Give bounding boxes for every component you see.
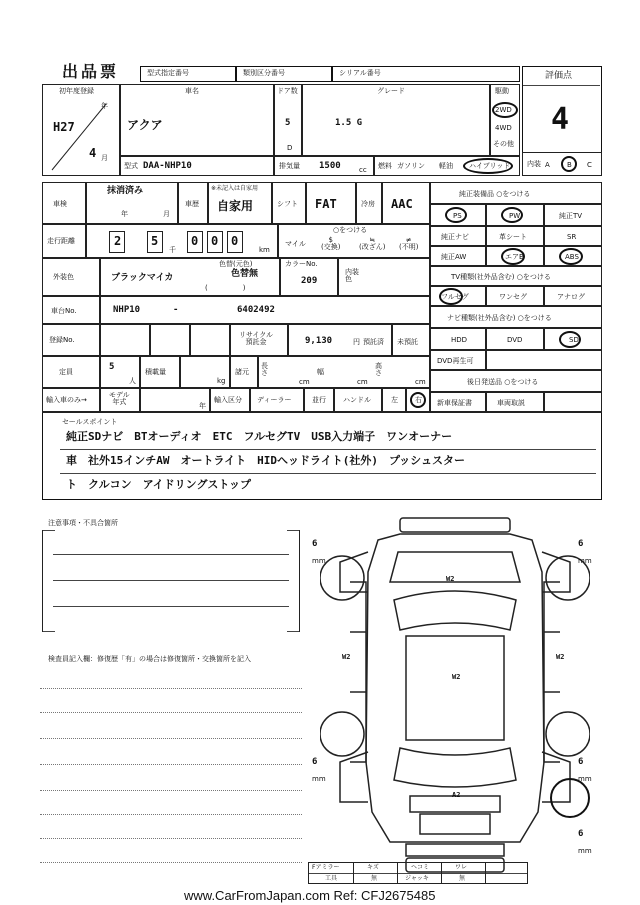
doors-value: 5 (285, 118, 291, 128)
color-change-value: 色替無 (231, 269, 259, 279)
capacity-label-cell: 定員 (42, 356, 100, 388)
dims-cell: 長さ cm 幅 cm 高さ cm (258, 356, 430, 388)
grade-value: 1.5 G (335, 118, 363, 128)
color-value: ブラックマイカ (111, 273, 174, 283)
car-name: アクア (127, 118, 163, 132)
interior-b-circle (561, 156, 577, 172)
sales-line-1: 純正SDナビ BTオーディオ ETC フルセグTV USB入力端子 ワンオーナー (66, 430, 453, 443)
interior-cell: 内装 A B C (522, 152, 602, 176)
damage-mark-4: W2 (556, 653, 565, 661)
inspection-value: 抹消済み (107, 186, 144, 196)
mileage-options-cell: ○をつける マイル $ (交換) ≒ (改ざん) ≠ (不明) (278, 224, 430, 258)
handle-right-circle (410, 392, 426, 408)
damage-mark-1: W2 (446, 575, 455, 583)
chassis-value-cell: NHP10 - 6402492 (100, 296, 430, 324)
reg-year: H27 (53, 120, 75, 134)
capacity-value-cell: 5 人 (100, 356, 140, 388)
ac-value-cell (382, 182, 430, 224)
recycle-value: 9,130 (305, 336, 333, 346)
damage-mark-2: W2 (342, 653, 351, 661)
score-value: 4 (551, 102, 570, 137)
interior-color-cell: 内装色 (338, 258, 430, 296)
name-cell: 車名 アクア (120, 84, 274, 156)
recycle-label-cell: リサイクル 預託金 (230, 324, 288, 356)
sales-line-2: 車 社外15インチAW オートライト HIDヘッドライト(社外) プッシュスター (66, 454, 465, 467)
recycle-value-cell: 9,130 円 預託済 (288, 324, 392, 356)
fuel-cell: 燃料 ガソリン 軽油 ハイブリッド (374, 156, 520, 176)
header-field-2: 類別区分番号 (236, 66, 332, 82)
mileage-label-cell: 走行距離 (42, 224, 86, 258)
sales-label: セールスポイント (62, 418, 118, 426)
displacement-cell: 排気量 1500 cc (274, 156, 374, 176)
header-field-3: シリアル番号 (332, 66, 520, 82)
spare-tire-circle (550, 778, 590, 818)
sd-circle (559, 331, 581, 348)
chassis-prefix: NHP10 (113, 305, 141, 315)
inspector-label: 検査員記入欄：修復歴「有」の場合は修復箇所・交換箇所を記入 (48, 655, 251, 663)
color-value-cell: ブラックマイカ 色替(元色) 色替無 ( ) (100, 258, 280, 296)
drive-2wd-circle (492, 102, 518, 118)
damage-mark-3: W2 (452, 673, 461, 681)
fuel-hybrid-circle (463, 158, 513, 174)
usage-label-cell: 車歴 (178, 182, 208, 224)
damage-mark-5: A2 (452, 791, 461, 799)
reg-month: 4 (89, 146, 97, 160)
score-label: 評価点 (545, 71, 573, 81)
sales-point-area (42, 412, 602, 500)
legend-table: Fアミラー キズ ヘコミ ワレ 工具 無 ジャッキ 無 (308, 862, 528, 884)
shift-value-cell (306, 182, 356, 224)
color-code-cell: カラーNo. 209 (280, 258, 338, 296)
airbag-circle (501, 248, 525, 265)
capacity-value: 5 (109, 362, 115, 372)
notes-label: 注意事項・不具合箇所 (48, 519, 118, 527)
reg-cell: 初年度登録 年 月 H27 4 (42, 84, 120, 176)
usage-value: 自家用 (217, 199, 254, 213)
sales-line-3: ト クルコン アイドリングストップ (66, 478, 252, 491)
model-value: DAA-NHP10 (143, 161, 192, 171)
notes-box (42, 530, 300, 632)
ac-label-cell: 冷房 (356, 182, 382, 224)
ps-circle (445, 207, 467, 223)
inspection-label-cell: 車検 (42, 182, 86, 224)
inspection-value-cell: 抹消済み 年 月 (86, 182, 178, 224)
pw-circle (501, 207, 523, 223)
doors-cell: ドア数 5 D (274, 84, 302, 156)
ac-value: AAC (391, 197, 413, 211)
header-field-1: 型式指定番号 (140, 66, 236, 82)
mileage-digits-cell: 2 5 千 0 0 0 km (86, 224, 278, 258)
document-title: 出品票 (62, 62, 120, 81)
grade-cell: グレード 1.5 G (302, 84, 490, 156)
car-damage-diagram (320, 512, 590, 882)
chassis-number: 6402492 (237, 305, 275, 315)
color-label-cell: 外装色 (42, 258, 100, 296)
shift-label-cell: シフト (272, 182, 306, 224)
footer-watermark: www.CarFromJapan.com Ref: CFJ2675485 (180, 884, 439, 905)
regno-label-cell: 登録No. (42, 324, 100, 356)
usage-value-cell: ※未記入は自家用 自家用 (208, 182, 272, 224)
chassis-label-cell: 車台No. (42, 296, 100, 324)
color-code: 209 (301, 276, 318, 286)
abs-circle (559, 248, 583, 265)
fullseg-circle (439, 288, 463, 305)
model-cell: 型式 DAA-NHP10 (120, 156, 274, 176)
shift-value: FAT (315, 197, 337, 211)
drive-cell: 駆動 2WD 4WD その他 (490, 84, 520, 156)
